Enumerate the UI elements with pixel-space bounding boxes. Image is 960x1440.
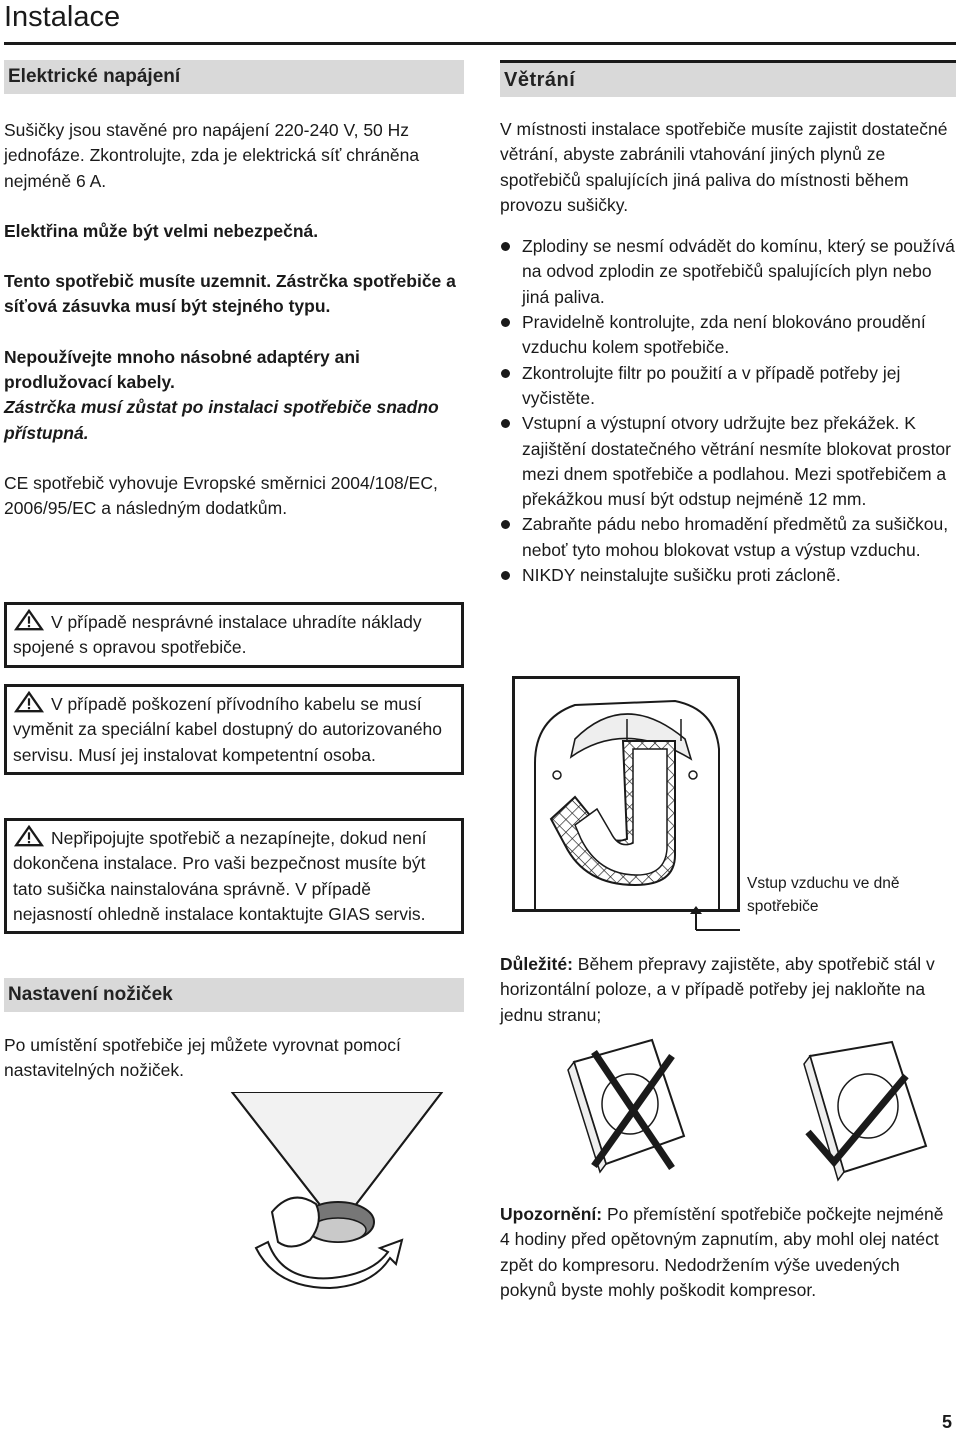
warning-installation-text: V případě nesprávné instalace uhradíte náklady spojené s opravou spotřebiče. [13,612,422,658]
warning-triangle-icon [13,691,45,713]
power-ce-text: CE spotřebič vyhovuje Evropské směrnici 2004/108/EC, 2006/95/EC a následným dodatkům. [4,472,438,519]
warning-connection-text: Nepřipojujte spotřebič a nezapínejte, dokud není dokončena instalace. Pro vaši bezpečnost musíte být tato sušička nainstalována správně. V případě nejasností ohledně instalace kontaktujte GIAS servis. [13,828,427,924]
power-voltage-text: Sušičky jsou stavěné pro napájení 220-240 V, 50 Hz jednofáze. Zkontrolujte, zda je elektrická síť chráněna nejméně 6 A. [4,120,420,191]
tilt-wrong-illustration [560,1036,692,1184]
air-inlet-diagram [512,676,740,912]
warning-box-connection [4,818,464,934]
left-column [4,60,464,522]
notice-text: Po přemístění spotřebiče počkejte nejméně 4 hodiny před opětovným zapnutím, aby mohl olej natéct zpět do kompresoru. Nedodržením výše uvedených pokynů byste mohly poškodit kompresor. [500,1204,944,1300]
warning-triangle-icon [13,825,45,847]
important-text: Během přepravy zajistěte, aby spotřebič stál v horizontální poloze, a v případě potřeby jej nakloňte na jednu stranu; [500,954,935,1025]
warning-cable-text: V případě poškození přívodního kabelu se musí vyměnit za speciální kabel dostupný do autorizovaného servisu. Musí jej instalovat kompetentní osoba. [13,694,443,765]
list-item: Zabraňte pádu nebo hromadění předmětů za sušičkou, neboť tyto mohou blokovat vstup a výstup vzduchu. [500,512,956,563]
dryer-cross-section [515,679,737,909]
power-plug-access-text: Zástrčka musí zůstat po instalaci spotřebiče snadno přístupná. [4,397,439,443]
power-adapter-text: Nepoužívejte mnoho násobné adaptéry ani prodlužovací kabely. [4,346,360,393]
warning-box-installation [4,602,464,668]
warning-box-cable [4,684,464,775]
list-item: Pravidelně kontrolujte, zda není blokováno proudění vzduchu kolem spotřebiče. [500,310,956,361]
title-rule [4,42,956,45]
power-danger-text: Elektřina může být velmi nebezpečná. [4,220,319,241]
important-note [500,952,956,1028]
air-inlet-arrow-icon [690,906,742,936]
list-item: NIKDY neinstalujte sušičku proti záclonẽ. [500,563,956,588]
power-earth-text: Tento spotřebič musíte uzemnit. Zástrčka spotřebiče a síťová zásuvka musí být stejného typu. [4,271,456,317]
notice-label: Upozornění: [500,1204,603,1224]
air-inlet-caption: Vstup vzduchu ve dně spotřebiče [747,875,900,915]
list-item: Vstupní a výstupní otvory udržujte bez překážek. K zajištění dostatečného větrání nesmíte blokovat prostor mezi dnem spotřebiče a podlahou. Mezi spotřebičem a překážkou musí být odstup nejméně 12 mm. [500,411,956,512]
foot-adjust-illustration [212,1092,472,1342]
feet-heading: Nastavení nožiček [4,978,464,1012]
list-item: Zkontrolujte filtr po použití a v případě potřeby jej vyčistěte. [500,361,956,412]
feet-text: Po umístění spotřebiče jej můžete vyrovnat pomocí nastavitelných nožiček. [4,1035,401,1081]
tilt-correct-illustration [786,1036,936,1186]
ventilation-intro-text: V místnosti instalace spotřebiče musíte zajistit dostatečné větrání, abyste zabránili vtahování jiných plynů ze spotřebičů spalujících jiná paliva do místnosti během provozu sušičky. [500,119,948,215]
ventilation-bullet-list [500,234,956,588]
feet-section [4,978,464,1084]
list-item: Zplodiny se nesmí odvádět do komínu, který se používá na odvod zplodin ze spotřebičů spalujících plyn nebo jiná paliva. [500,234,956,310]
right-column [500,60,956,588]
important-label: Důležité: [500,954,573,974]
power-heading: Elektrické napájení [4,60,464,94]
warning-triangle-icon [13,609,45,631]
rotate-arrow-icon [256,1240,402,1288]
ventilation-heading: Větrání [500,60,956,97]
notice-note [500,1202,956,1303]
page-number: 5 [941,1412,952,1432]
page-title: Instalace [4,1,121,33]
